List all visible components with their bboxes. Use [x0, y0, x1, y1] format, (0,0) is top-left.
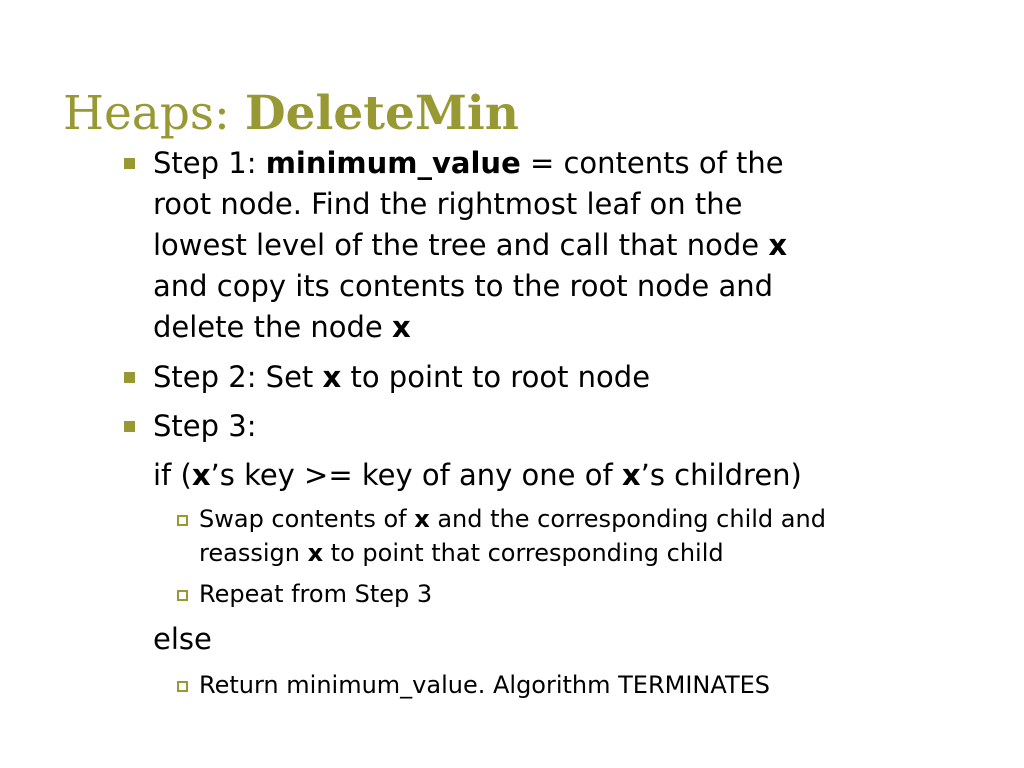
- x-var: x: [768, 228, 788, 262]
- step1-line-5: delete the node x: [153, 310, 411, 344]
- bullet-hollow-square-icon: [177, 515, 188, 526]
- step1-line-4: and copy its contents to the root node and: [153, 269, 774, 303]
- x-var: x: [414, 505, 430, 533]
- title-prefix: Heaps:: [63, 86, 245, 141]
- title-emphasis: DeleteMin: [244, 86, 519, 141]
- swap-line-2: reassign x to point that corresponding child: [199, 539, 724, 567]
- minimum-value-term: minimum_value: [265, 146, 521, 180]
- repeat-line: Repeat from Step 3: [199, 580, 433, 608]
- swap-line-1: Swap contents of x and the corresponding child and: [199, 505, 826, 533]
- step3-if-line: if (x’s key >= key of any one of x’s children): [153, 458, 802, 492]
- x-var: x: [307, 539, 324, 567]
- bullet-square-icon: [124, 372, 135, 383]
- else-label: else: [153, 622, 212, 656]
- x-var: x: [621, 458, 641, 492]
- step2-line: Step 2: Set x to point to root node: [153, 360, 651, 394]
- bullet-hollow-square-icon: [177, 590, 188, 601]
- bullet-square-icon: [124, 421, 135, 432]
- x-var: x: [191, 458, 211, 492]
- step1-line-3: lowest level of the tree and call that node x: [153, 228, 788, 262]
- bullet-hollow-square-icon: [177, 681, 188, 692]
- step3-label: Step 3:: [153, 409, 257, 443]
- bullet-square-icon: [124, 158, 135, 169]
- step1-line-1: Step 1: minimum_value = contents of the: [153, 146, 784, 180]
- x-var: x: [322, 360, 342, 394]
- return-line: Return minimum_value. Algorithm TERMINATES: [199, 671, 770, 699]
- x-var: x: [391, 310, 411, 344]
- step1-line-2: root node. Find the rightmost leaf on the: [153, 187, 743, 221]
